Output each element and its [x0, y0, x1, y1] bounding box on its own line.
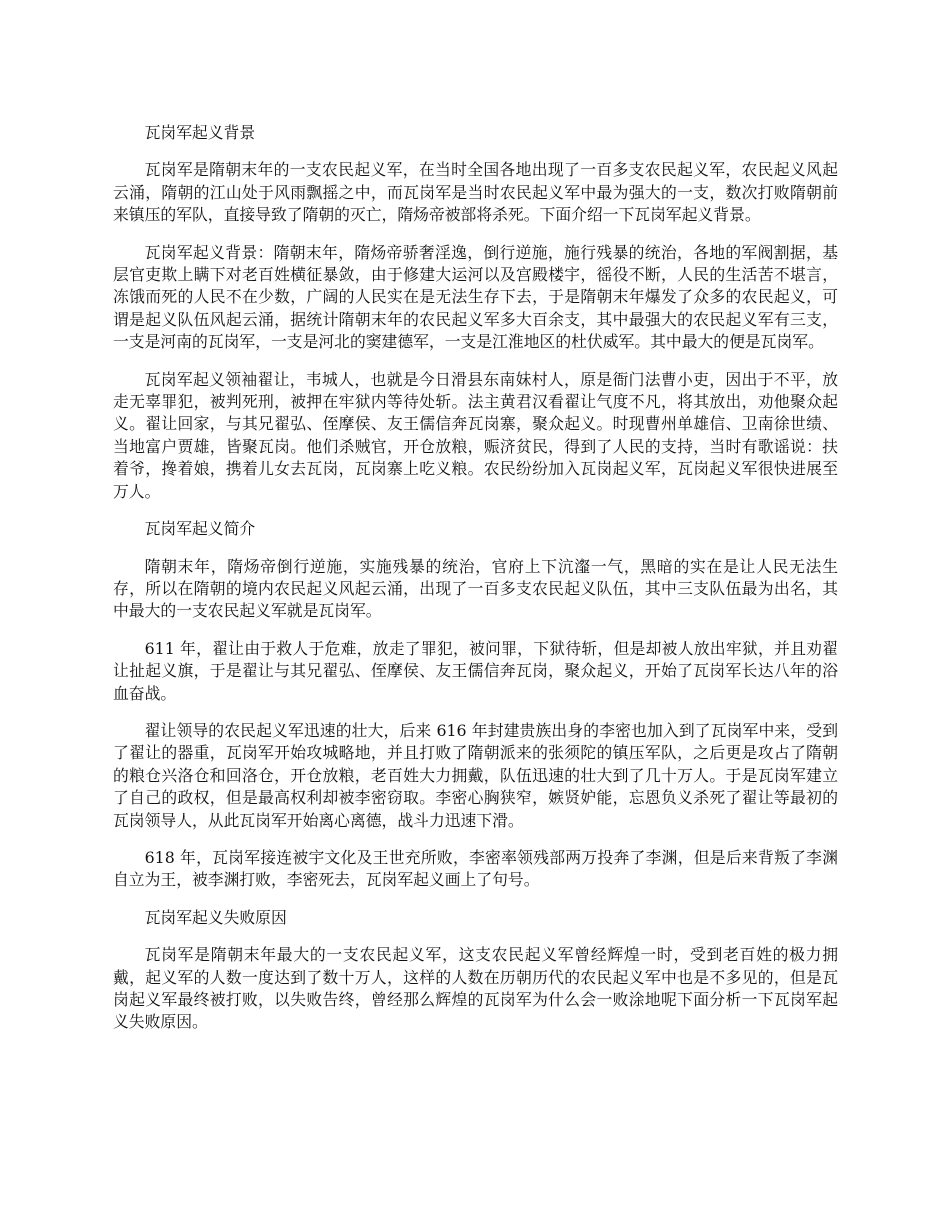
paragraph: 翟让领导的农民起义军迅速的壮大，后来 616 年封建贵族出身的李密也加入到了瓦岗军中来，受到了翟让的器重，瓦岗军开始攻城略地，并且打败了隋朝派来的张须陀的镇压军队，之后更是攻占了隋朝的粮仓兴洛仓和回洛仓，开仓放粮，老百姓大力拥戴，队伍迅速的壮大到了几十万人。于是瓦岗军建立了自己的政权，但是最高权利却被李密窃取。李密心胸狭窄，嫉贤妒能，忘恩负义杀死了翟让等最初的瓦岗领导人，从此瓦岗军开始离心离德，战斗力迅速下滑。	[113, 720, 838, 830]
paragraph: 隋朝末年，隋炀帝倒行逆施，实施残暴的统治，官府上下沆瀣一气，黑暗的实在是让人民无法生存，所以在隋朝的境内农民起义风起云涌，出现了一百多支农民起义队伍，其中三支队伍最为出名，其中最大的一支农民起义军就是瓦岗军。	[113, 556, 838, 621]
paragraph: 瓦岗军是隋朝末年的一支农民起义军，在当时全国各地出现了一百多支农民起义军，农民起义风起云涌，隋朝的江山处于风雨飘摇之中，而瓦岗军是当时农民起义军中最为强大的一支，数次打败隋朝前来镇压的军队，直接导致了隋朝的灭亡，隋炀帝被部将杀死。下面介绍一下瓦岗军起义背景。	[113, 160, 838, 225]
paragraph: 瓦岗军起义领袖翟让，韦城人，也就是今日滑县东南妹村人，原是衙门法曹小吏，因出于不平，放走无辜罪犯，被判死刑，被押在牢狱内等待处斩。法主黄君汉看翟让气度不凡，将其放出，劝他聚众起义。翟让回家，与其兄翟弘、侄摩侯、友王儒信奔瓦岗寨，聚众起义。时现曹州单雄信、卫南徐世绩、当地富户贾雄，皆聚瓦岗。他们杀贼官，开仓放粮，赈济贫民，得到了人民的支持，当时有歌谣说：扶着爷，搀着娘，携着儿女去瓦岗，瓦岗寨上吃义粮。农民纷纷加入瓦岗起义军，瓦岗起义军很快进展至万人。	[113, 369, 838, 501]
paragraph: 瓦岗军起义背景：隋朝末年，隋炀帝骄奢淫逸，倒行逆施，施行残暴的统治，各地的军阀割据，基层官吏欺上瞒下对老百姓横征暴敛，由于修建大运河以及宫殿楼宇，徭役不断，人民的生活苦不堪言，冻饿而死的人民不在少数，广阔的人民实在是无法生存下去，于是隋朝末年爆发了众多的农民起义，可谓是起义队伍风起云涌，据统计隋朝末年的农民起义军多大百余支，其中最强大的农民起义军有三支，一支是河南的瓦岗军，一支是河北的窦建德军，一支是江淮地区的杜伏威军。其中最大的便是瓦岗军。	[113, 242, 838, 352]
paragraph: 611 年，翟让由于救人于危难，放走了罪犯，被问罪，下狱待斩，但是却被人放出牢狱，并且劝翟让扯起义旗，于是翟让与其兄翟弘、侄摩侯、友王儒信奔瓦岗，聚众起义，开始了瓦岗军长达八年的浴血奋战。	[113, 638, 838, 703]
section-heading-introduction: 瓦岗军起义简介	[144, 519, 256, 539]
paragraph: 瓦岗军是隋朝末年最大的一支农民起义军，这支农民起义军曾经辉煌一时，受到老百姓的极力拥戴，起义军的人数一度达到了数十万人，这样的人数在历朝历代的农民起义军中也是不多见的，但是瓦岗起义军最终被打败，以失败告终，曾经那么辉煌的瓦岗军为什么会一败涂地呢下面分析一下瓦岗军起义失败原因。	[113, 945, 838, 1032]
section-heading-failure-reasons: 瓦岗军起义失败原因	[144, 907, 287, 927]
paragraph: 618 年，瓦岗军接连被宇文化及王世充所败，李密率领残部两万投奔了李渊，但是后来背叛了李渊自立为王，被李渊打败，李密死去，瓦岗军起义画上了句号。	[113, 847, 838, 890]
section-heading-background: 瓦岗军起义背景	[144, 123, 256, 142]
document-page	[113, 122, 838, 1049]
